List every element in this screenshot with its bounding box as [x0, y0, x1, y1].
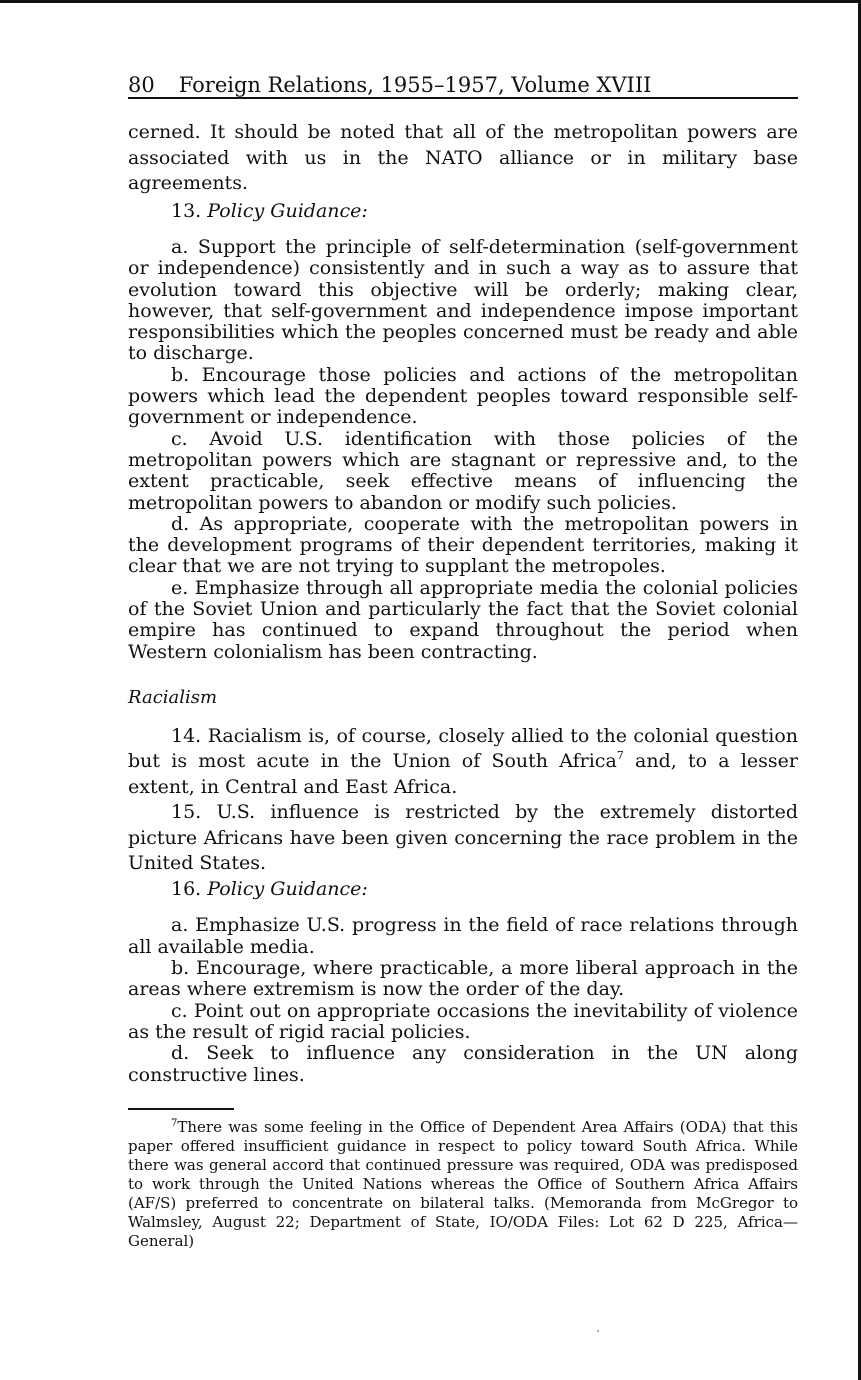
- racialism-paragraphs: [128, 724, 798, 903]
- policy-list-16: [128, 915, 798, 1085]
- paragraph-16-heading: [128, 877, 798, 903]
- footnote-rule: [128, 1108, 234, 1110]
- item-13a: a. Support the principle of self-determination (self-government or independence) consistently and in such a way as to assure that evolution toward this objective will be orderly; making clear, however, that self-government and independence impose important responsibilities which the peoples concerned must be ready and able to discharge.: [128, 236, 798, 365]
- item-16b: b. Encourage, where practicable, a more liberal approach in the areas where extremism is now the order of the day.: [128, 957, 798, 1001]
- item-13b: b. Encourage those policies and actions of the metropolitan powers which lead the dependent peoples toward responsible self-government or independence.: [128, 363, 798, 429]
- footnote-ref[interactable]: 7: [616, 749, 624, 763]
- policy-guidance-title: Policy Guidance:: [207, 877, 368, 900]
- item-16a: a. Emphasize U.S. progress in the field of race relations through all available media.: [128, 914, 798, 958]
- paragraph-15: 15. U.S. influence is restricted by the extremely distorted picture Africans have been given concerning the race problem in the United States.: [128, 801, 798, 875]
- policy-list-13: [128, 237, 798, 663]
- page-edge-top: [0, 0, 861, 3]
- footnote-text: There was some feeling in the Office of Dependent Area Affairs (ODA) that this paper offered insufficient guidance in respect to policy toward South Africa. While there was general accord that continued pressure was required, ODA was predisposed to work through the United Nations whereas the Office of Southern Africa Affairs (AF/S) preferred to concentrate on bilateral talks. (Memoranda from McGregor to Walmsley, August 22; Department of State, IO/ODA Files: Lot 62 D 225, Africa—General): [128, 1118, 798, 1250]
- item-16c: c. Point out on appropriate occasions the inevitability of violence as the result of rigid racial policies.: [128, 999, 798, 1043]
- footnote-marker: 7: [171, 1118, 178, 1129]
- policy-guidance-title: Policy Guidance:: [207, 199, 368, 222]
- footnote: [128, 1118, 798, 1251]
- paragraph-number: 16.: [171, 877, 202, 900]
- paragraph-continuation: cerned. It should be noted that all of the metropolitan powers are associated with us in the NATO alliance or in military base agreements.: [128, 121, 798, 194]
- volume-title: Foreign Relations, 1955–1957, Volume XVIII: [178, 73, 652, 97]
- main-text: [128, 120, 798, 1086]
- scan-speck: [597, 1330, 599, 1332]
- paragraph-14: [128, 724, 798, 801]
- item-16d: d. Seek to influence any consideration in the UN along constructive lines.: [128, 1042, 798, 1086]
- item-13c: c. Avoid U.S. identification with those policies of the metropolitan powers which are stagnant or repressive and, to the extent practicable, seek effective means of influencing the metropolitan powers to abandon or modify such policies.: [128, 427, 798, 514]
- header-rule: [128, 97, 798, 99]
- item-13e: e. Emphasize through all appropriate media the colonial policies of the Soviet Union and particularly the fact that the Soviet colonial empire has continued to expand throughout the period when Western colonialism has been contracting.: [128, 576, 798, 663]
- section-heading-racialism: Racialism: [128, 686, 218, 708]
- running-header: [128, 72, 798, 98]
- item-13d: d. As appropriate, cooperate with the metropolitan powers in the development programs of their dependent territories, making it clear that we are not trying to supplant the metropoles.: [128, 512, 798, 578]
- paragraph-14-text-end: and, to a lesser extent, in Central and East Africa.: [128, 750, 798, 798]
- page-number: 80: [128, 73, 155, 97]
- paragraph-13-heading: [128, 199, 798, 225]
- paragraph-14-text: 14. Racialism is, of course, closely allied to the colonial question but is most acute in the Union of South Africa: [128, 724, 798, 773]
- paragraph-number: 13.: [171, 199, 202, 222]
